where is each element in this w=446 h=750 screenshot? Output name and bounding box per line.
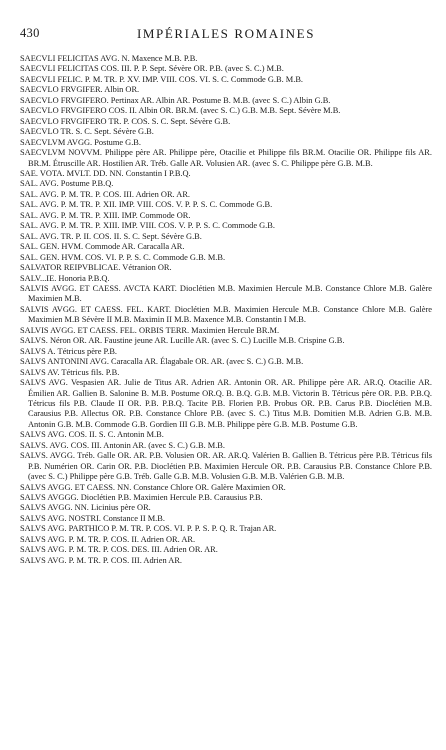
legend-entry: SALVS AVG. Vespasien AR. Julie de Titus AR. Adrien AR. Antonin OR. AR. Philippe père AR. AR.Q. Otacilie AR. Émilien AR. Gallien B. Salonine B. M.B. Postume OR.Q. B. B.Q. G.B. M.B. Victorin B. Tétricus père OR. P.B. P.B.Q. Tétricus fils P.B. Claude II OR. P.B. P.B.Q. Tacite P.B. Florien P.B. Probus OR. P.B. Carus P.B. Dioclétien M.B. Carausius P.B. Allectus OR. P.B. Constance Chlore P.B. (avec S. C.) Titus M.B. Domitien M.B. Adrien G.B. M.B. Antonin G.B. M.B. Commode G.B. Gordien III G.B. M.B. Philippe père G.B. M.B. Postume G.B. (20, 378, 432, 429)
legend-entry: SAECVLO FRVGIFERO TR. P. COS. S. C. Sept. Sévère G.B. (20, 116, 231, 126)
legend-entry: SAE. VOTA. MVLT. DD. NN. Constantin I P.B.Q. (20, 168, 191, 178)
legend-entry: SALVS. Néron OR. AR. Faustine jeune AR. Lucille AR. (avec S. C.) Lucille M.B. Crispine G.B. (20, 336, 345, 346)
legend-entry: SAL. AVG. P. M. TR. P. XIII. IMP. Commode OR. (20, 210, 191, 220)
legend-entry: SALVATOR REIPVBLICAE. Vétranion OR. (20, 263, 172, 273)
legend-entry: SAECVLI FELICITAS AVG. N. Maxence M.B. P.B. (20, 54, 198, 63)
legend-entry: SAECVLO FRVGIFERO COS. II. Albin OR. BR.M. (avec S. C.) G.B. M.B. Sept. Sévère M.B. (20, 106, 341, 116)
legend-entry: SAECVLI FELICITAS COS. III. P. P. Sept. Sévère OR. P.B. (avec S. C.) M.B. (20, 64, 284, 74)
legend-entry: SAL. AVG. Postume P.B.Q. (20, 179, 114, 189)
legend-entry: SALVS ANTONINI AVG. Caracalla AR. Élagabale OR. AR. (avec S. C.) G.B. M.B. (20, 357, 304, 367)
legend-entry: SALVS AVG. PARTHICO P. M. TR. P. COS. VI. P. P. S. P. Q. R. Trajan AR. (20, 524, 277, 534)
legend-entry: SALVIS AVGG. ET CAESS. FEL. KART. Dioclétien M.B. Maximien Hercule M.B. Constance Chlore M.B. Galère Maximien M.B Sévère II M.B. Maximin II M.B. Maxence M.B. Constantin I M.B. (20, 304, 432, 325)
legend-entry: SAL. AVG. P. M. TR. P. XIII. IMP. VIII. COS. V. P. P. S. C. Commode G.B. (20, 221, 275, 231)
legend-entry: SALVIS AVGG. ET CAESS. AVCTA KART. Dioclétien M.B. Maximien Hercule M.B. Constance Chlore M.B. Galère Maximien M.B. (20, 283, 432, 304)
legend-entry: SALVS. AVGG. Tréb. Galle OR. AR. P.B. Volusien OR. AR. AR.Q. Valérien B. Gallien B. Tétricus père P.B. Tétricus fils P.B. Numérien OR. Carin OR. P.B. Dioclétien P.B. Maximien Hercule OR. P.B. Carausius P.B. Constance Chlore P.B. (avec S. C.) Philippe père G.B. Tréb. Galle G.B. M.B. Volusien G.B. M.B. Valérien G.B. M.B. (20, 451, 432, 482)
page-header (20, 26, 432, 46)
legend-entry: SAECVLO FRVGIFERO. Pertinax AR. Albin AR. Postume B. M.B. (avec S. C.) Albin G.B. (20, 95, 331, 105)
legend-entry: SALVS AVGG. NN. Licinius père OR. (20, 503, 151, 513)
legend-entry: SAECVLO FRVGIFER. Albin OR. (20, 85, 140, 95)
legend-entry: SAECVLVM NOVVM. Philippe père AR. Philippe père, Otacilie et Philippe fils BR.M. Otacilie OR. Philippe fils AR. BR.M. Étruscille AR. Hostilien AR. Tréb. Galle AR. Volusien AR. (avec S. C. Philippe père G.B. M.B. (20, 148, 432, 168)
legend-entry: SALVS AVG. P. M. TR. P. COS. DES. III. Adrien OR. AR. (20, 545, 218, 555)
legend-entry: SAECVLO TR. S. C. Sept. Sévère G.B. (20, 127, 154, 137)
legend-list (20, 54, 432, 566)
legend-entry: SAL. GEN. HVM. Commode AR. Caracalla AR. (20, 242, 185, 252)
legend-entry: SAECVLI FELIC. P. M. TR. P. XV. IMP. VIII. COS. VI. S. C. Commode G.B. M.B. (20, 74, 304, 84)
legend-entry: SALVS AVG. COS. II. S. C. Antonin M.B. (20, 430, 164, 440)
legend-entry: SALVS AVG. P. M. TR. P. COS. III. Adrien AR. (20, 555, 183, 565)
running-title: IMPÉRIALES ROMAINES (136, 26, 316, 41)
legend-entry: SAECVLVM AVGG. Postume G.B. (20, 137, 141, 147)
legend-entry: SALVIS AVGG. ET CAESS. FEL. ORBIS TERR. Maximien Hercule BR.M. (20, 325, 280, 335)
legend-entry: SAL. AVG. P. M. TR. P. COS. III. Adrien OR. AR. (20, 189, 191, 199)
legend-entry: SALVS A. Tétricus père P.B. (20, 346, 118, 356)
legend-entry: SALVS AVG. P. M. TR. P. COS. II. Adrien OR. AR. (20, 534, 196, 544)
legend-entry: SALVS AV. Tétricus fils. P.B. (20, 367, 120, 377)
legend-entry: SALV...IE. Honoria P.B.Q. (20, 273, 110, 283)
legend-entry: SALVS AVG. NOSTRI. Constance II M.B. (20, 513, 165, 523)
legend-entry: SALVS. AVG. COS. III. Antonin AR. (avec S. C.) G.B. M.B. (20, 440, 225, 450)
legend-entry: SALVS AVGG. ET CAESS. NN. Constance Chlore OR. Galère Maximien OR. (20, 482, 286, 492)
legend-entry: SALVS AVGGG. Dioclétien P.B. Maximien Hercule P.B. Carausius P.B. (20, 493, 263, 503)
page-number: 430 (20, 26, 40, 40)
legend-entry: SAL. GEN. HVM. COS. VI. P. P. S. C. Commode G.B. M.B. (20, 252, 226, 262)
legend-entry: SAL. AVG. P. M. TR. P. XII. IMP. VIII. COS. V. P. P. S. C. Commode G.B. (20, 200, 273, 210)
legend-entry: SAL. AVG. TR. P. II. COS. II. S. C. Sept. Sévère G.B. (20, 231, 202, 241)
